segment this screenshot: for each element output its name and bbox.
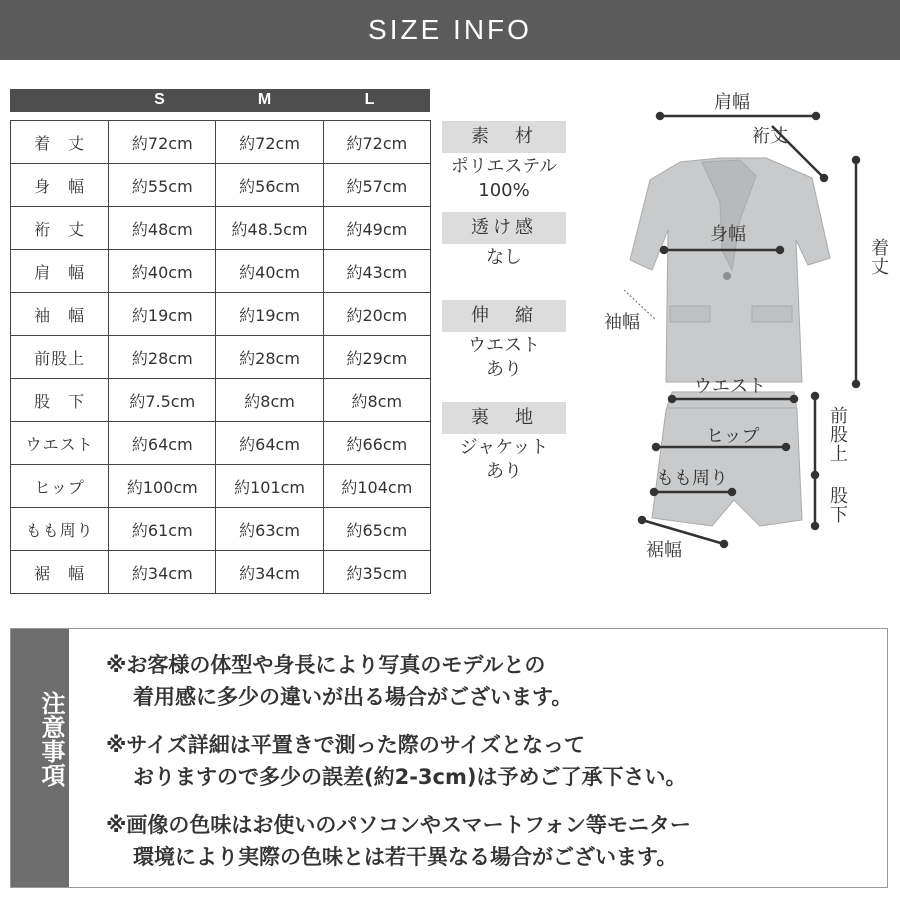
- jacket-shape: [630, 158, 830, 382]
- table-cell: 約104cm: [323, 465, 430, 508]
- table-cell: 約40cm: [216, 250, 323, 293]
- label-length: 着丈: [868, 238, 889, 276]
- table-row: [11, 164, 431, 207]
- table-row: [11, 293, 431, 336]
- table-cell: 約64cm: [216, 422, 323, 465]
- note-line: ※お客様の体型や身長により写真のモデルとの: [106, 653, 546, 677]
- table-cell: 約101cm: [216, 465, 323, 508]
- row-label: 着 丈: [11, 121, 109, 164]
- table-cell: 約72cm: [323, 121, 430, 164]
- info-value: ウエスト あり: [468, 335, 540, 380]
- shorts-shape: [652, 392, 802, 526]
- info-heading: 裏 地: [442, 402, 566, 434]
- table-row: [11, 422, 431, 465]
- notes-side-label: 注意事項: [37, 691, 65, 787]
- notes-side-panel: [11, 629, 69, 887]
- row-label: 股 下: [11, 379, 109, 422]
- table-cell: 約66cm: [323, 422, 430, 465]
- table-cell: 約48cm: [109, 207, 216, 250]
- info-value: なし: [486, 247, 522, 268]
- info-value: ジャケット あり: [459, 437, 549, 482]
- label-sleeve-length: 裄丈: [752, 126, 788, 147]
- notes-box: [10, 628, 888, 888]
- table-cell: 約34cm: [109, 551, 216, 594]
- note-line: ※サイズ詳細は平置きで測った際のサイズとなって: [106, 733, 586, 757]
- label-shoulder-width: 肩幅: [714, 92, 750, 113]
- table-row: [11, 121, 431, 164]
- table-cell: 約61cm: [109, 508, 216, 551]
- note-item: [106, 649, 572, 713]
- note-item: [106, 809, 691, 873]
- row-label: もも周り: [11, 508, 109, 551]
- info-lining: [442, 402, 566, 484]
- table-cell: 約28cm: [109, 336, 216, 379]
- table-cell: 約29cm: [323, 336, 430, 379]
- row-label: 裄 丈: [11, 207, 109, 250]
- column-header-s: S: [154, 91, 165, 108]
- table-row: [11, 551, 431, 594]
- table-cell: 約55cm: [109, 164, 216, 207]
- row-label: 裾 幅: [11, 551, 109, 594]
- table-cell: 約8cm: [216, 379, 323, 422]
- column-header-l: L: [364, 91, 375, 108]
- info-stretch: [442, 300, 566, 382]
- label-sleeve-width: 袖幅: [604, 312, 640, 333]
- table-row: [11, 336, 431, 379]
- label-thigh: もも周り: [656, 468, 728, 489]
- size-table: [10, 120, 431, 594]
- row-label: ヒップ: [11, 465, 109, 508]
- row-label: 肩 幅: [11, 250, 109, 293]
- size-table-header: [10, 89, 430, 112]
- table-cell: 約49cm: [323, 207, 430, 250]
- table-row: [11, 207, 431, 250]
- table-cell: 約19cm: [109, 293, 216, 336]
- label-hip: ヒップ: [706, 426, 760, 447]
- table-cell: 約64cm: [109, 422, 216, 465]
- label-front-rise: 前股上: [827, 406, 848, 463]
- table-row: [11, 508, 431, 551]
- table-cell: 約65cm: [323, 508, 430, 551]
- info-heading: 素 材: [442, 121, 566, 153]
- table-cell: 約8cm: [323, 379, 430, 422]
- row-label: 前股上: [11, 336, 109, 379]
- label-chest-width: 身幅: [710, 224, 746, 245]
- table-cell: 約48.5cm: [216, 207, 323, 250]
- table-cell: 約63cm: [216, 508, 323, 551]
- row-label: 袖 幅: [11, 293, 109, 336]
- table-cell: 約100cm: [109, 465, 216, 508]
- table-cell: 約57cm: [323, 164, 430, 207]
- info-value: ポリエステル 100%: [450, 156, 558, 201]
- column-header-m: M: [257, 91, 272, 108]
- table-cell: 約72cm: [216, 121, 323, 164]
- label-waist: ウエスト: [694, 376, 766, 397]
- label-hem-width: 裾幅: [646, 540, 682, 561]
- info-material: [442, 121, 566, 203]
- table-cell: 約35cm: [323, 551, 430, 594]
- note-item: [106, 729, 686, 793]
- note-line: ※画像の色味はお使いのパソコンやスマートフォン等モニター: [106, 813, 691, 837]
- note-line: 着用感に多少の違いが出る場合がございます。: [133, 685, 573, 709]
- table-cell: 約43cm: [323, 250, 430, 293]
- size-info-banner: [0, 0, 900, 60]
- table-cell: 約40cm: [109, 250, 216, 293]
- table-cell: 約7.5cm: [109, 379, 216, 422]
- info-heading: 透け感: [442, 212, 566, 244]
- table-row: [11, 379, 431, 422]
- table-row: [11, 465, 431, 508]
- table-cell: 約28cm: [216, 336, 323, 379]
- banner-title: SIZE INFO: [368, 14, 532, 45]
- table-cell: 約34cm: [216, 551, 323, 594]
- table-cell: 約72cm: [109, 121, 216, 164]
- garment-diagram: [580, 80, 895, 570]
- row-label: ウエスト: [11, 422, 109, 465]
- table-row: [11, 250, 431, 293]
- note-line: 環境により実際の色味とは若干異なる場合がございます。: [133, 845, 678, 869]
- label-inseam: 股下: [827, 486, 848, 524]
- note-line: おりますので多少の誤差(約2-3cm)は予めご了承下さい。: [133, 765, 687, 789]
- row-label: 身 幅: [11, 164, 109, 207]
- table-cell: 約56cm: [216, 164, 323, 207]
- table-cell: 約19cm: [216, 293, 323, 336]
- info-transparency: [442, 212, 566, 270]
- table-cell: 約20cm: [323, 293, 430, 336]
- info-heading: 伸 縮: [442, 300, 566, 332]
